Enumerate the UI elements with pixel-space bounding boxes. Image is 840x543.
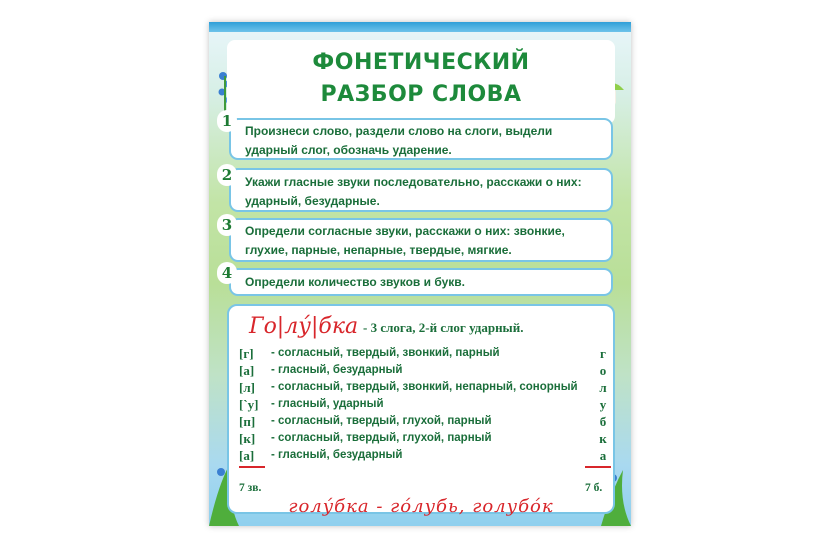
sound-description: - гласный, безударный [271,364,403,376]
phonetic-analysis-poster [209,22,631,526]
letter: г [600,346,606,361]
step-2 [221,166,613,212]
step-3 [221,216,613,262]
sound-description: - согласный, твердый, глухой, парный [271,432,492,444]
letter: л [599,380,607,395]
example-word: Го|лу́|бка [249,314,359,339]
letter: б [599,414,607,429]
example-word-description: - 3 слога, 2-й слог ударный. [363,320,524,335]
sound-description: - гласный, ударный [271,398,384,410]
title-box [227,40,615,124]
example-analysis [227,304,615,517]
page-title-line-1: ФОНЕТИЧЕСКИЙ [312,50,530,75]
page-title-line-2: РАЗБОР СЛОВА [320,82,522,107]
letter: о [599,363,607,378]
step-number: 2 [217,164,237,186]
letter: а [599,448,607,463]
step-number: 1 [217,110,237,132]
letter: к [599,431,607,446]
related-words: голу́бка - го́лубь, голубо́к [288,496,554,517]
step-number: 3 [217,214,237,236]
step-1 [221,112,613,160]
sound-symbol: [`у] [239,397,259,412]
letters-underline [585,466,611,468]
sound-symbol: [п] [239,414,256,429]
sound-symbol: [г] [239,346,254,361]
sound-description: - согласный, твердый, звонкий, непарный, сонорный [271,381,578,393]
sound-symbol: [а] [239,363,255,378]
letters-count: 7 б. [585,482,603,494]
sound-description: - согласный, твердый, звонкий, парный [271,347,500,359]
sound-symbol: [а] [239,448,255,463]
sounds-underline [239,466,265,468]
top-band [209,22,631,32]
letter: у [599,397,607,412]
sound-symbol: [к] [239,431,256,446]
sound-description: - гласный, безударный [271,449,403,461]
step-text: Произнеси слово, раздели слово на слоги, выдели ударный слог, обозначь ударение. [245,124,553,157]
step-number: 4 [217,262,237,284]
step-text: Определи количество звуков и букв. [245,275,465,289]
sound-symbol: [л] [239,380,255,395]
step-4 [221,264,613,296]
step-text: Определи согласные звуки, расскажи о них: звонкие, глухие, парные, непарные, твердые, мягкие. [245,224,565,257]
step-text: Укажи гласные звуки последовательно, расскажи о них: ударный, безударные. [245,175,582,208]
sounds-count: 7 зв. [239,482,262,494]
sound-description: - согласный, твердый, глухой, парный [271,415,492,427]
